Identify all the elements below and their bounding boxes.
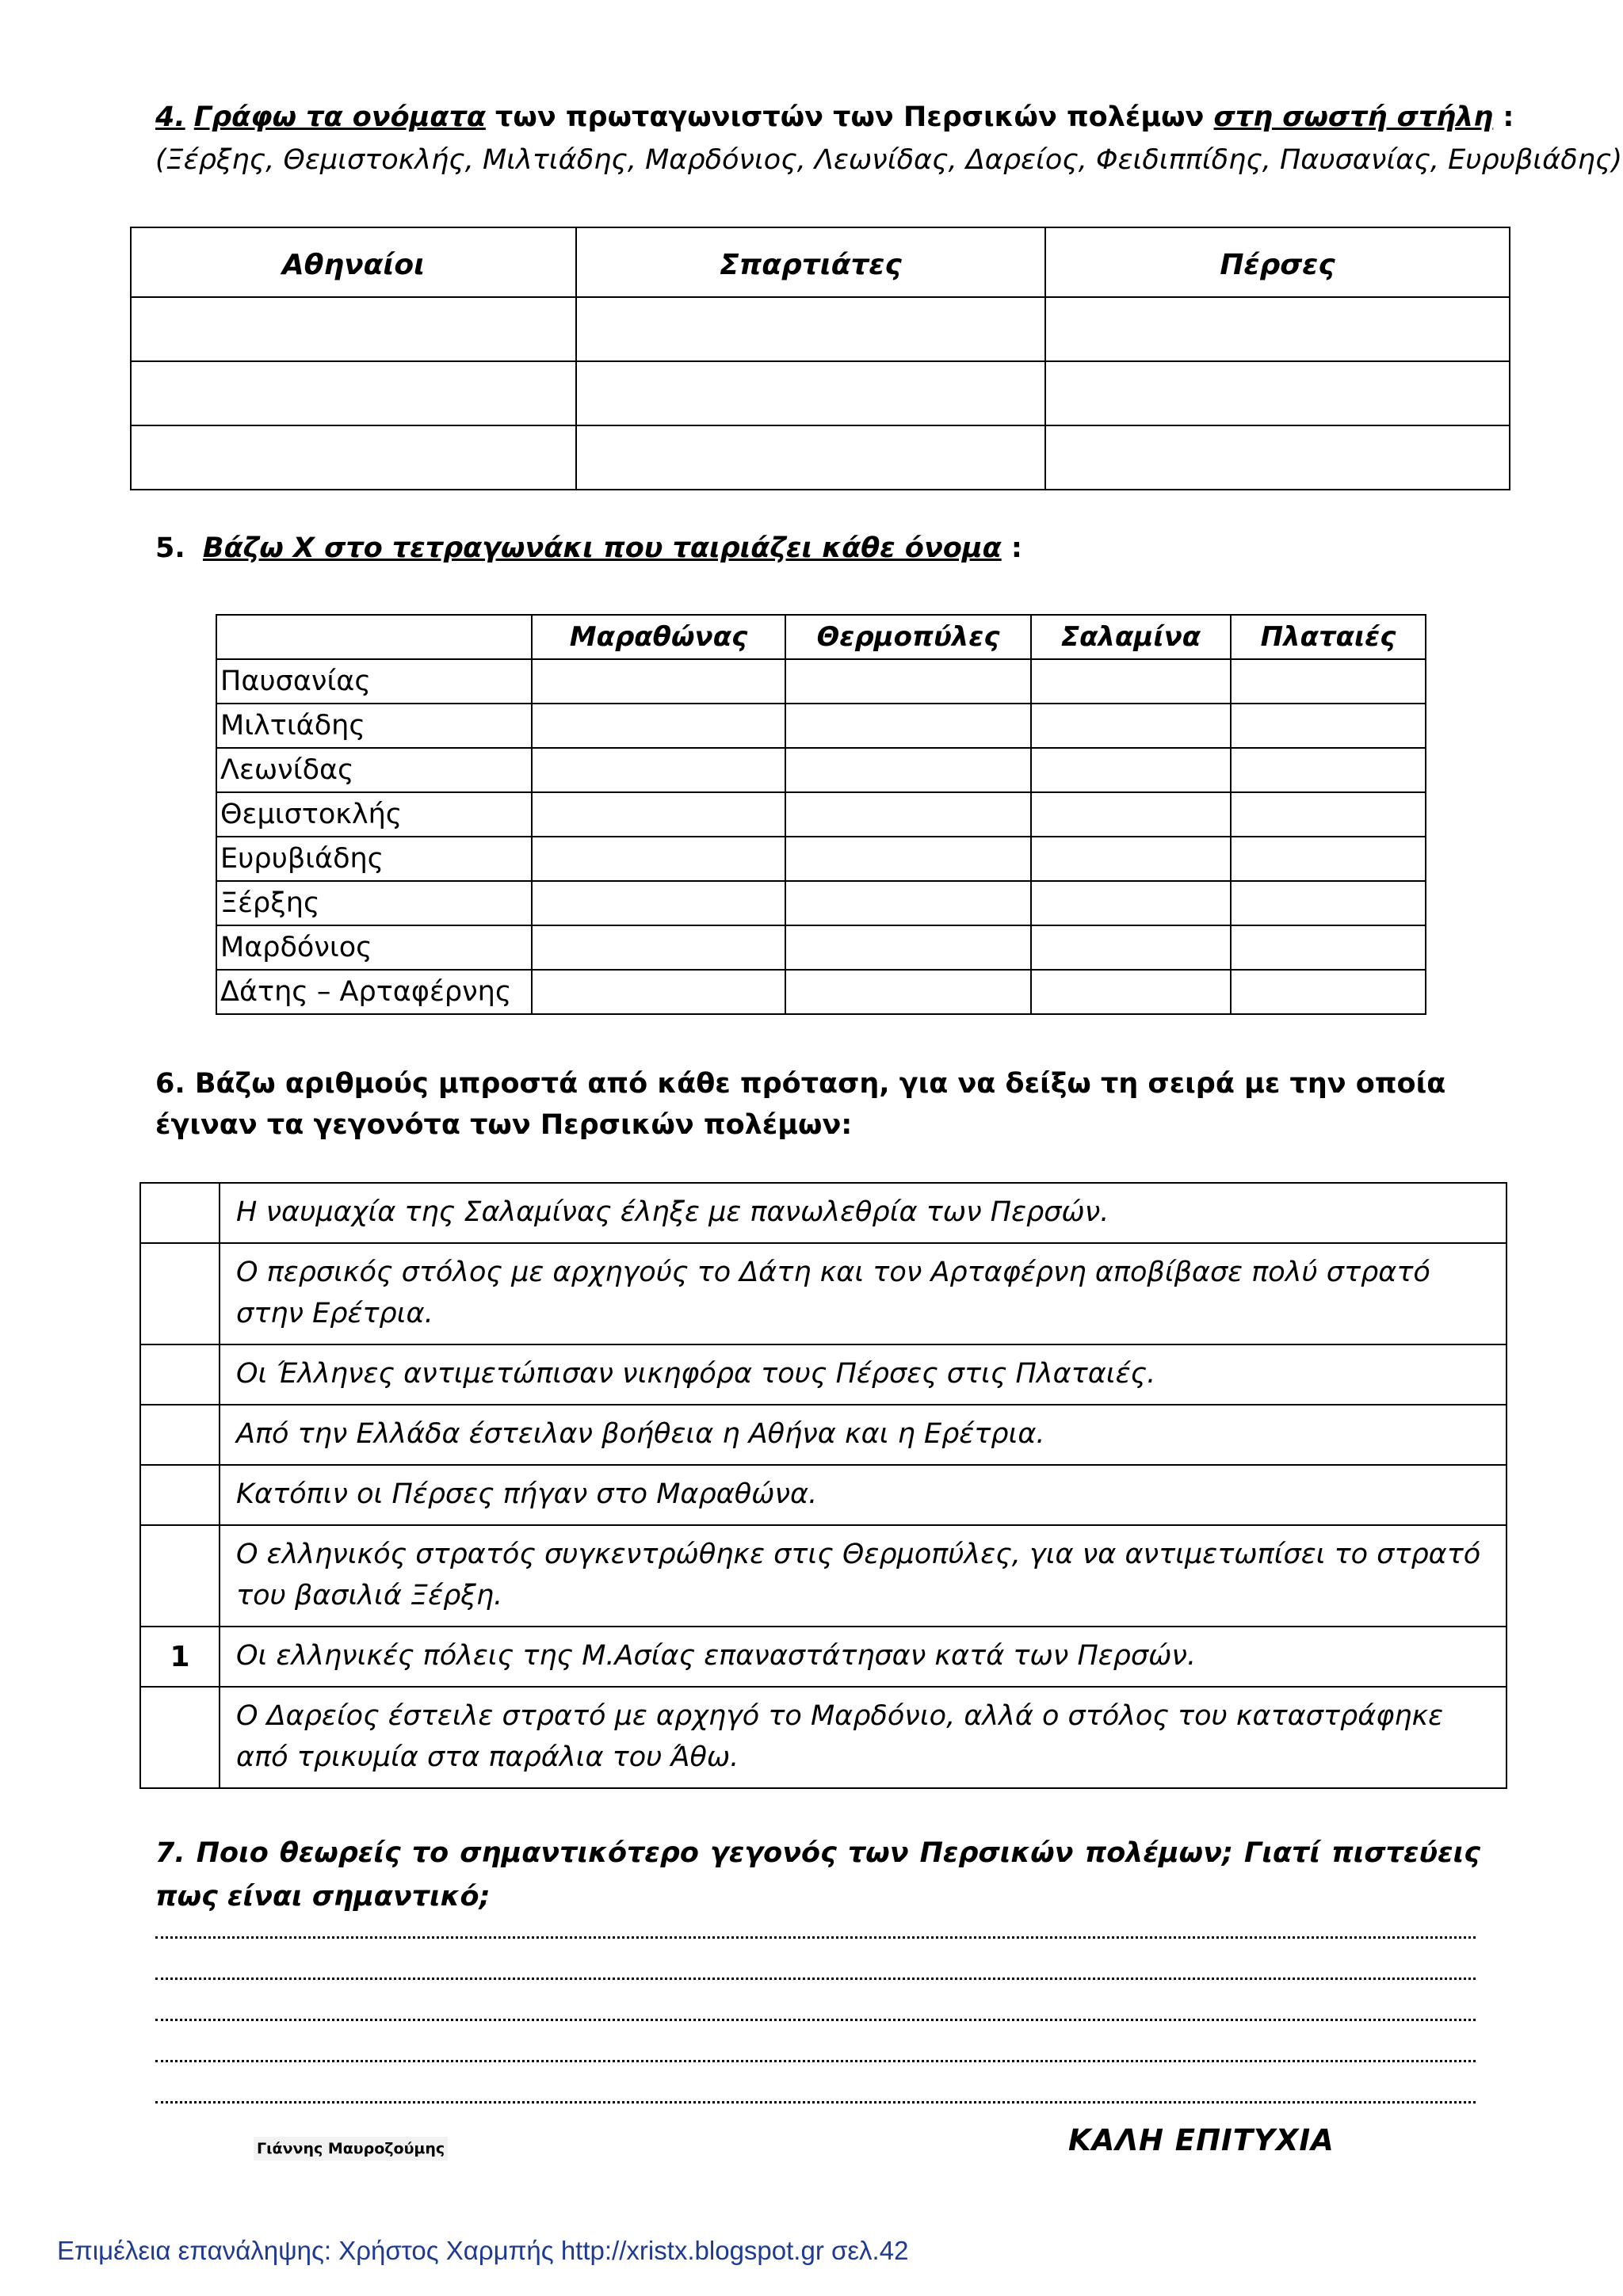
q6-event-text: Ο ελληνικός στρατός συγκεντρώθηκε στις Θερμοπύλες, για να αντιμετωπίσει το στρατό του βασιλιά Ξέρξη. xyxy=(220,1525,1507,1627)
q5-row xyxy=(216,659,1426,704)
q6-event-text: Ο περσικός στόλος με αρχηγούς το Δάτη και τον Αρταφέρνη αποβίβασε πολύ στρατό στην Ερέτρια. xyxy=(220,1243,1507,1344)
q4-table xyxy=(130,227,1510,490)
q4-header-athenians: Αθηναίοι xyxy=(131,227,576,297)
q4-answer-cell[interactable] xyxy=(1045,361,1510,425)
answer-line[interactable] xyxy=(155,2057,1476,2062)
q5-checkbox-cell[interactable] xyxy=(1031,837,1231,881)
q5-checkbox-cell[interactable] xyxy=(1031,659,1231,704)
q5-row-name: Θεμιστοκλής xyxy=(216,792,532,837)
q5-checkbox-cell[interactable] xyxy=(1031,792,1231,837)
q5-table xyxy=(216,614,1426,1015)
q5-row-name: Μιλτιάδης xyxy=(216,704,532,748)
q4-answer-cell[interactable] xyxy=(131,361,576,425)
q5-title xyxy=(155,532,1022,564)
answer-line[interactable] xyxy=(155,2098,1476,2103)
q6-order-number[interactable] xyxy=(140,1687,220,1788)
q6-row xyxy=(140,1627,1507,1687)
q4-title-part3: στη σωστή στήλη xyxy=(1213,101,1494,133)
q5-checkbox-cell[interactable] xyxy=(785,704,1031,748)
q6-event-text: Κατόπιν οι Πέρσες πήγαν στο Μαραθώνα. xyxy=(220,1465,1507,1525)
q5-checkbox-cell[interactable] xyxy=(785,925,1031,970)
q5-checkbox-cell[interactable] xyxy=(1031,925,1231,970)
q6-order-number[interactable]: 1 xyxy=(140,1627,220,1687)
q5-checkbox-cell[interactable] xyxy=(785,970,1031,1014)
q6-title: 6. Βάζω αριθμούς μπροστά από κάθε πρόταση, για να δείξω τη σειρά με την οποία έγιναν τα γεγονότα των Περσικών πολέμων: xyxy=(155,1068,1446,1141)
q5-checkbox-cell[interactable] xyxy=(785,837,1031,881)
q5-checkbox-cell[interactable] xyxy=(785,881,1031,925)
q6-row xyxy=(140,1405,1507,1465)
q5-row xyxy=(216,881,1426,925)
q4-answer-cell[interactable] xyxy=(131,297,576,361)
q5-checkbox-cell[interactable] xyxy=(785,748,1031,792)
q5-row xyxy=(216,970,1426,1014)
q7-title: 7. Ποιο θεωρείς το σημαντικότερο γεγονός των Περσικών πολέμων; Γιατί πιστεύεις πως είναι σημαντικό; xyxy=(155,1837,1480,1913)
q5-corner-cell xyxy=(216,615,532,659)
q4-answer-cell[interactable] xyxy=(1045,297,1510,361)
q5-row xyxy=(216,704,1426,748)
q5-row xyxy=(216,748,1426,792)
q5-row-name: Ξέρξης xyxy=(216,881,532,925)
q6-row xyxy=(140,1183,1507,1243)
q4-answer-cell[interactable] xyxy=(131,425,576,490)
q5-row-name: Μαρδόνιος xyxy=(216,925,532,970)
q6-order-number[interactable] xyxy=(140,1405,220,1465)
q4-title-part1: Γράφω τα ονόματα xyxy=(193,101,486,133)
q5-checkbox-cell[interactable] xyxy=(532,837,785,881)
q5-checkbox-cell[interactable] xyxy=(785,659,1031,704)
q4-answer-row xyxy=(131,361,1510,425)
q5-checkbox-cell[interactable] xyxy=(1231,970,1426,1014)
q5-checkbox-cell[interactable] xyxy=(1031,881,1231,925)
q5-header-thermopylae: Θερμοπύλες xyxy=(785,615,1031,659)
q6-order-number[interactable] xyxy=(140,1465,220,1525)
q6-event-text: Η ναυμαχία της Σαλαμίνας έληξε με πανωλεθρία των Περσών. xyxy=(220,1183,1507,1243)
q5-checkbox-cell[interactable] xyxy=(785,792,1031,837)
q4-names-list: (Ξέρξης, Θεμιστοκλής, Μιλτιάδης, Μαρδόνιος, Λεωνίδας, Δαρείος, Φειδιππίδης, Παυσανίας, Ευρυβιάδης) xyxy=(155,144,1623,176)
q6-table xyxy=(139,1182,1507,1789)
answer-line[interactable] xyxy=(155,1974,1476,1980)
q4-title xyxy=(155,101,1514,133)
q5-checkbox-cell[interactable] xyxy=(532,792,785,837)
q6-order-number[interactable] xyxy=(140,1344,220,1405)
page-footer: Επιμέλεια επανάληψης: Χρήστος Χαρμπής http://xristx.blogspot.gr σελ.42 xyxy=(57,2236,909,2265)
answer-line[interactable] xyxy=(155,1933,1476,1939)
q5-number: 5. xyxy=(155,532,185,564)
q5-checkbox-cell[interactable] xyxy=(532,704,785,748)
q6-event-text: Οι ελληνικές πόλεις της Μ.Ασίας επαναστάτησαν κατά των Περσών. xyxy=(220,1627,1507,1687)
q5-row xyxy=(216,792,1426,837)
q5-checkbox-cell[interactable] xyxy=(1231,837,1426,881)
q5-instruction: Βάζω Χ στο τετραγωνάκι που ταιριάζει κάθε όνομα xyxy=(202,532,1002,564)
q4-answer-cell[interactable] xyxy=(576,425,1045,490)
q5-row xyxy=(216,925,1426,970)
q5-checkbox-cell[interactable] xyxy=(532,659,785,704)
q6-event-text: Από την Ελλάδα έστειλαν βοήθεια η Αθήνα και η Ερέτρια. xyxy=(220,1405,1507,1465)
q5-checkbox-cell[interactable] xyxy=(532,881,785,925)
q5-header-plataea: Πλαταιές xyxy=(1231,615,1426,659)
q5-checkbox-cell[interactable] xyxy=(1031,704,1231,748)
q5-checkbox-cell[interactable] xyxy=(1231,659,1426,704)
q4-header-spartans: Σπαρτιάτες xyxy=(576,227,1045,297)
q5-checkbox-cell[interactable] xyxy=(1231,792,1426,837)
q4-header-persians: Πέρσες xyxy=(1045,227,1510,297)
q6-row xyxy=(140,1243,1507,1344)
answer-line[interactable] xyxy=(155,2016,1476,2021)
q4-answer-cell[interactable] xyxy=(576,297,1045,361)
q5-checkbox-cell[interactable] xyxy=(532,970,785,1014)
q5-checkbox-cell[interactable] xyxy=(1231,925,1426,970)
q5-checkbox-cell[interactable] xyxy=(1231,748,1426,792)
q6-row xyxy=(140,1525,1507,1627)
q6-order-number[interactable] xyxy=(140,1243,220,1344)
q4-header-row xyxy=(131,227,1510,297)
q4-answer-row xyxy=(131,297,1510,361)
q5-checkbox-cell[interactable] xyxy=(1231,881,1426,925)
q6-event-text: Οι Έλληνες αντιμετώπισαν νικηφόρα τους Πέρσες στις Πλαταιές. xyxy=(220,1344,1507,1405)
q5-checkbox-cell[interactable] xyxy=(1231,704,1426,748)
author-name: Γιάννης Μαυροζούμης xyxy=(254,2137,448,2161)
q6-order-number[interactable] xyxy=(140,1183,220,1243)
q6-row xyxy=(140,1344,1507,1405)
q5-suffix: : xyxy=(1001,532,1022,564)
q4-number: 4. xyxy=(155,101,185,133)
q5-checkbox-cell[interactable] xyxy=(1031,748,1231,792)
q5-header-salamis: Σαλαμίνα xyxy=(1031,615,1231,659)
q5-row xyxy=(216,837,1426,881)
q4-title-part2: των πρωταγωνιστών των Περσικών πολέμων xyxy=(485,101,1214,133)
q5-row-name: Ευρυβιάδης xyxy=(216,837,532,881)
q6-event-text: Ο Δαρείος έστειλε στρατό με αρχηγό το Μαρδόνιο, αλλά ο στόλος του καταστράφηκε από τρικυμία στα παράλια του Άθω. xyxy=(220,1687,1507,1788)
q4-answer-row xyxy=(131,425,1510,490)
q5-header-row xyxy=(216,615,1426,659)
q5-checkbox-cell[interactable] xyxy=(532,925,785,970)
q4-answer-cell[interactable] xyxy=(576,361,1045,425)
q5-header-marathon: Μαραθώνας xyxy=(532,615,785,659)
q5-checkbox-cell[interactable] xyxy=(532,748,785,792)
q4-answer-cell[interactable] xyxy=(1045,425,1510,490)
q6-order-number[interactable] xyxy=(140,1525,220,1627)
q5-checkbox-cell[interactable] xyxy=(1031,970,1231,1014)
q4-title-part4: : xyxy=(1493,101,1514,133)
q5-row-name: Παυσανίας xyxy=(216,659,532,704)
q5-row-name: Λεωνίδας xyxy=(216,748,532,792)
q6-row xyxy=(140,1687,1507,1788)
q6-row xyxy=(140,1465,1507,1525)
q5-row-name: Δάτης – Αρταφέρνης xyxy=(216,970,532,1014)
good-luck-text: ΚΑΛΗ ΕΠΙΤΥΧΙΑ xyxy=(1068,2123,1335,2157)
